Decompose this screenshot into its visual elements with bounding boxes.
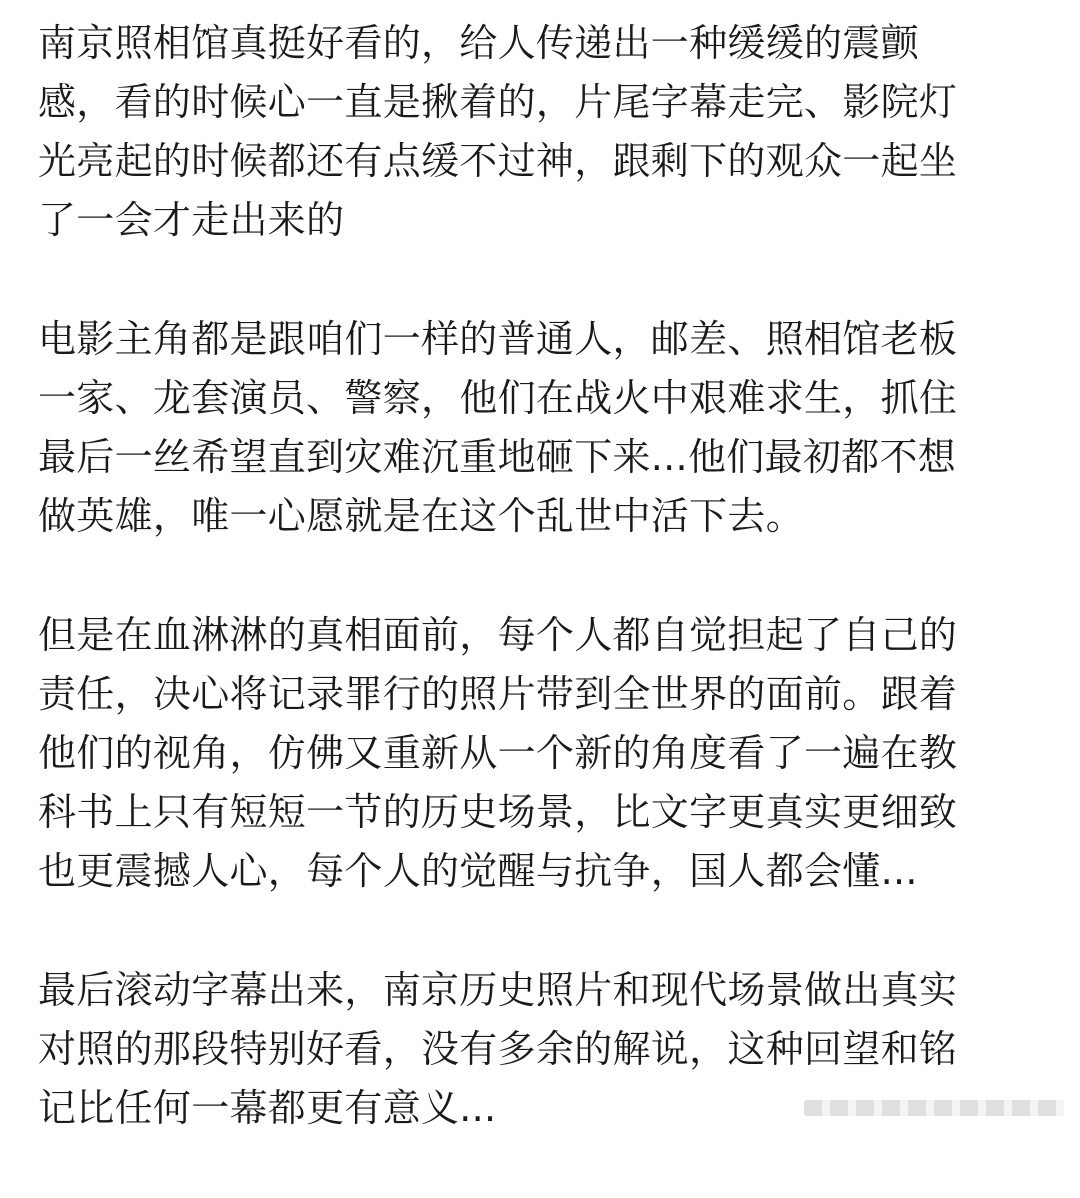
text-line: 但是在血淋淋的真相面前，每个人都自觉担起了自己的 — [38, 613, 958, 657]
text-line: 光亮起的时候都还有点缓不过神，跟剩下的观众一起坐 — [38, 139, 958, 183]
text-line: 电影主角都是跟咱们一样的普通人，邮差、照相馆老板 — [38, 317, 958, 361]
text-line: 他们的视角，仿佛又重新从一个新的角度看了一遍在教 — [38, 731, 958, 775]
text-line: 对照的那段特别好看，没有多余的解说，这种回望和铭 — [38, 1027, 958, 1071]
text-line: 也更震撼人心，每个人的觉醒与抗争，国人都会懂... — [38, 849, 918, 893]
text-line: 责任，决心将记录罪行的照片带到全世界的面前。跟着 — [38, 672, 958, 716]
watermark-blur — [804, 1100, 1064, 1116]
text-line: 最后一丝希望直到灾难沉重地砸下来...他们最初都不想 — [38, 435, 957, 479]
text-line: 科书上只有短短一节的历史场景，比文字更真实更细致 — [38, 790, 958, 834]
text-line: 记比任何一幕都更有意义... — [38, 1086, 497, 1130]
text-line: 了一会才走出来的 — [38, 198, 345, 242]
paragraph-1 — [38, 14, 1048, 250]
text-line: 最后滚动字幕出来，南京历史照片和现代场景做出真实 — [38, 968, 958, 1012]
text-line: 感，看的时候心一直是揪着的，片尾字幕走完、影院灯 — [38, 80, 958, 124]
post-body — [38, 14, 1048, 1198]
paragraph-2 — [38, 310, 1048, 546]
text-line: 南京照相馆真挺好看的，给人传递出一种缓缓的震颤 — [38, 21, 919, 65]
watermark — [794, 1095, 1064, 1121]
paragraph-3 — [38, 606, 1048, 901]
text-line: 做英雄，唯一心愿就是在这个乱世中活下去。 — [38, 494, 805, 538]
text-line: 一家、龙套演员、警察，他们在战火中艰难求生，抓住 — [38, 376, 958, 420]
